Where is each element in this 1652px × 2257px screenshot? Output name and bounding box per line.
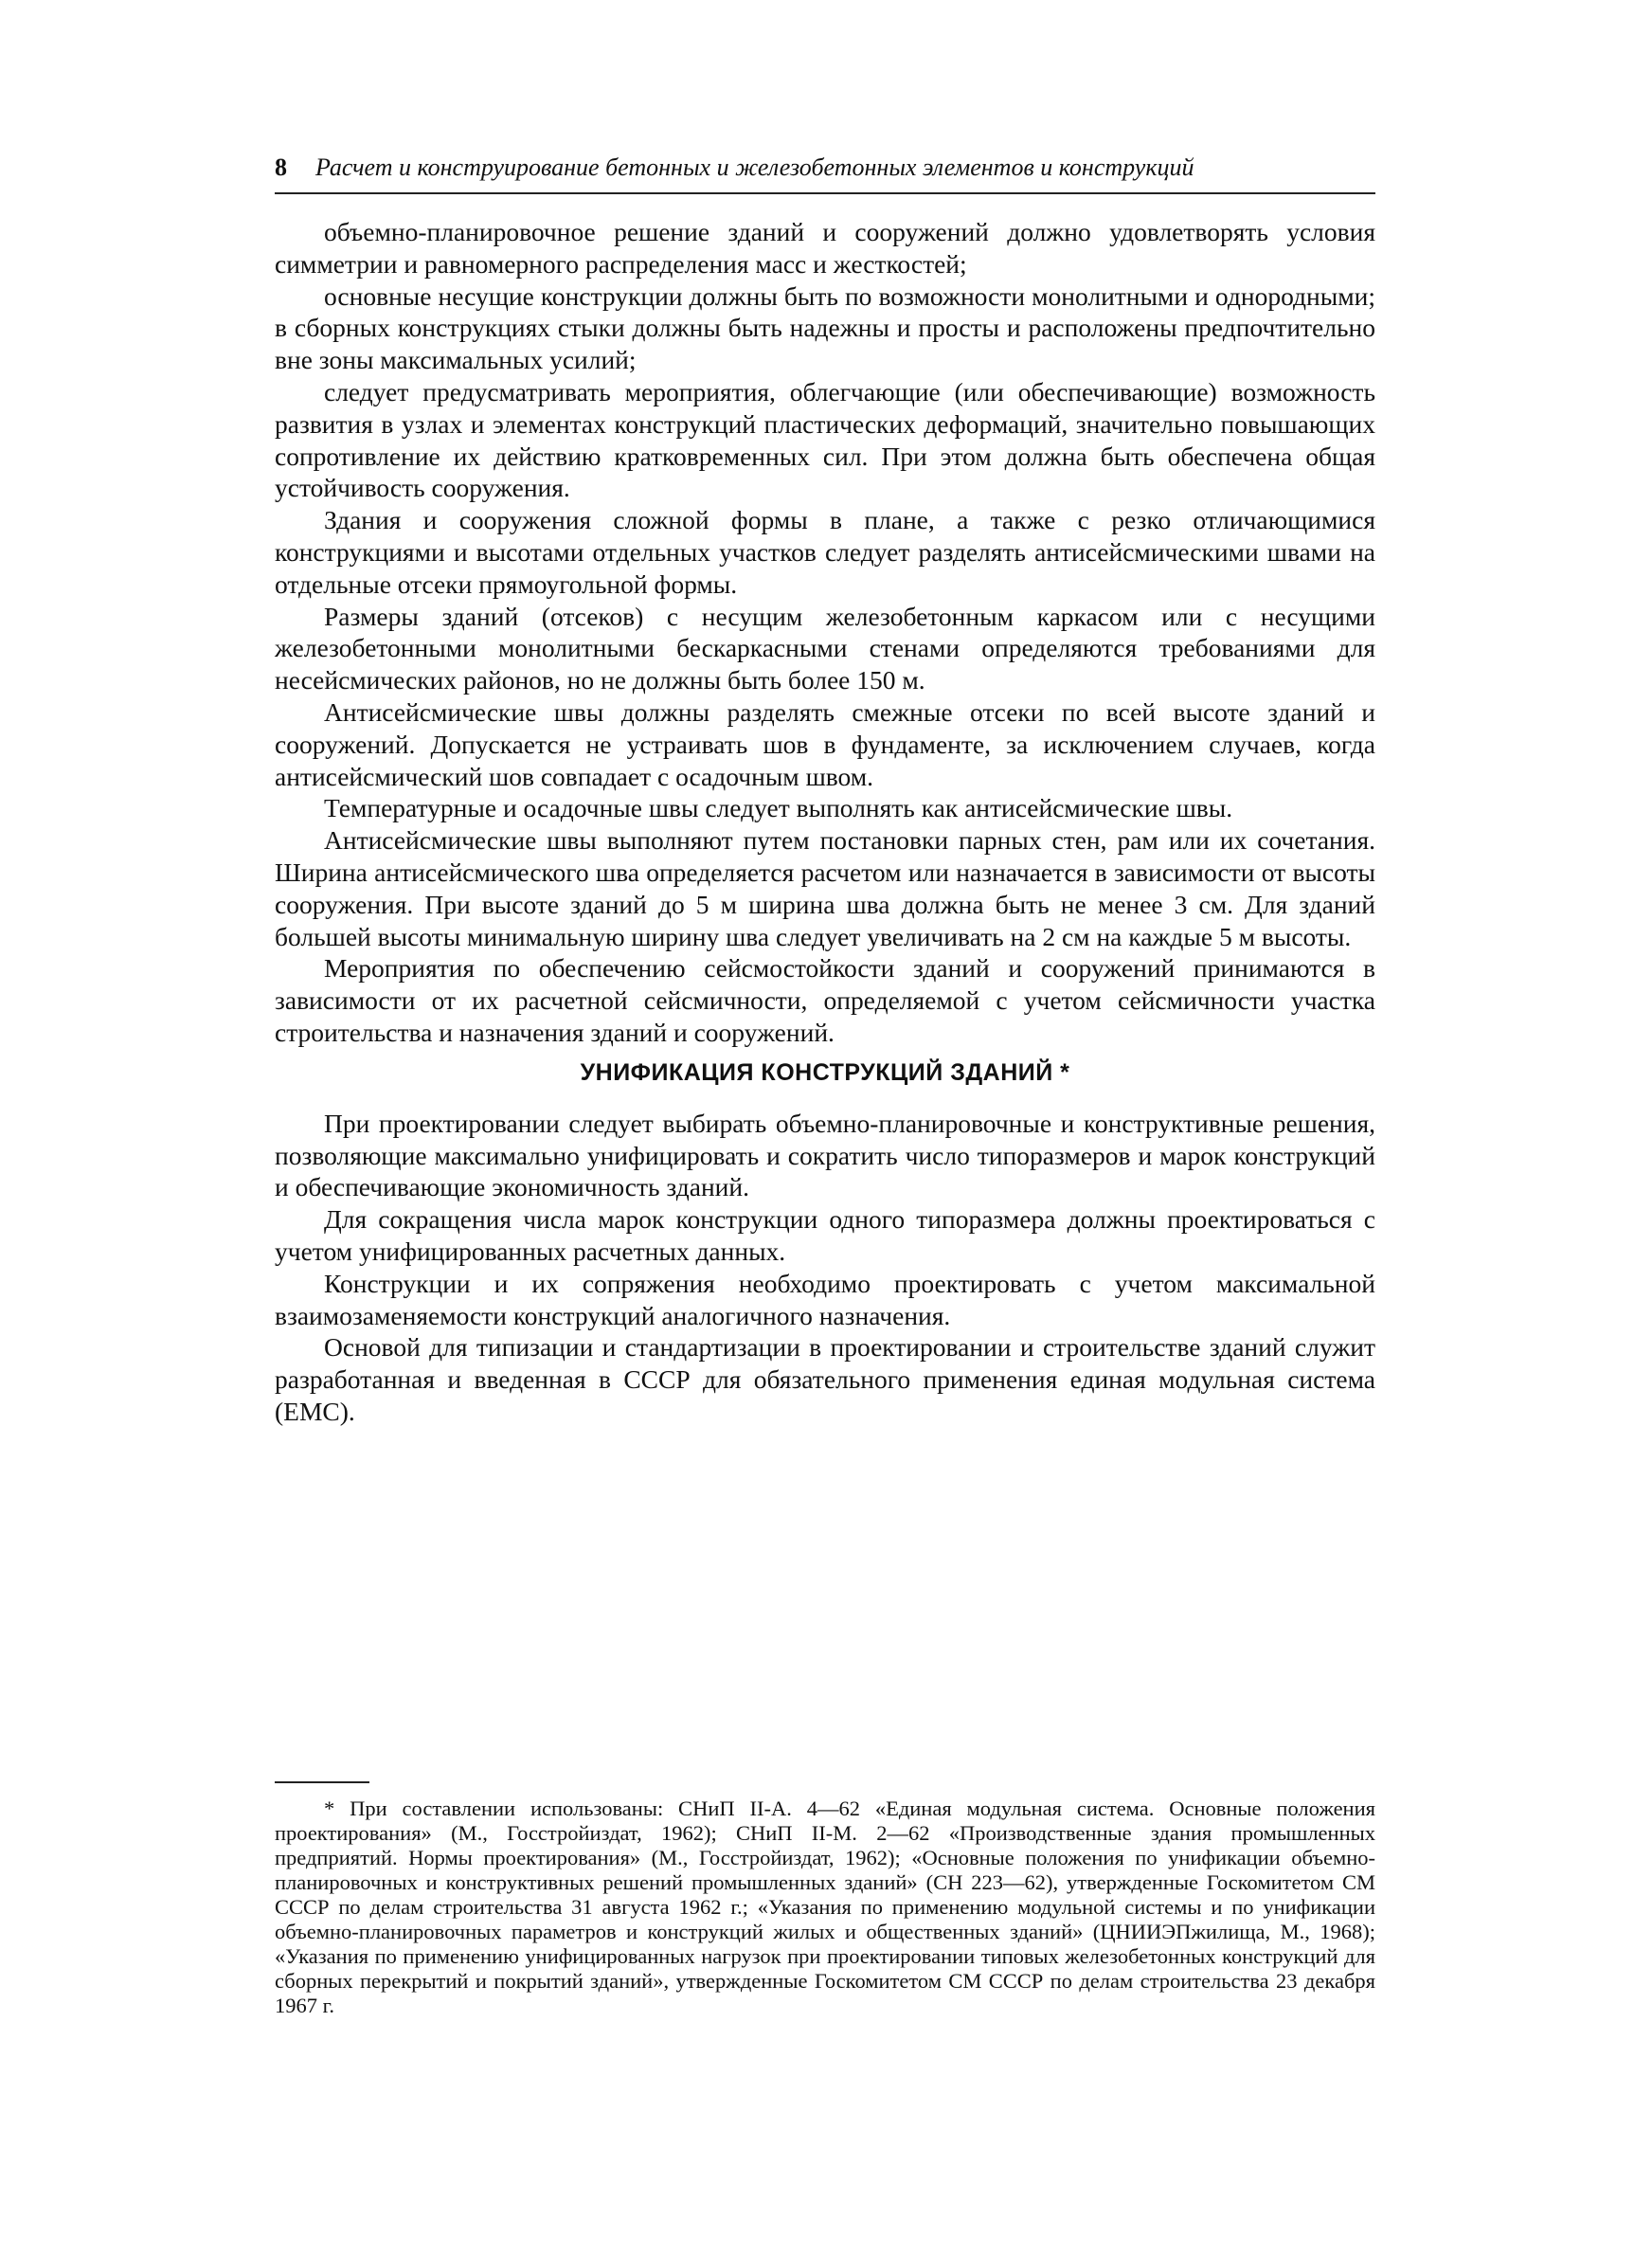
- section-paragraph: При проектировании следует выбирать объемно-планировочные и конструктивные решения, позволяющие максимально унифицировать и сократить число типоразмеров и марок конструкций и обеспечивающие экономичность зданий.: [275, 1108, 1375, 1202]
- section-heading: УНИФИКАЦИЯ КОНСТРУКЦИЙ ЗДАНИЙ *: [580, 1058, 1070, 1086]
- paragraph: Температурные и осадочные швы следует выполнять как антисейсмические швы.: [324, 793, 1233, 823]
- paragraph: Размеры зданий (отсеков) с несущим железобетонным каркасом или с несущими железобетонными монолитными бескаркасными стенами определяются требованиями для несейсмических районов, но не должны быть более 150 м.: [275, 601, 1375, 695]
- paragraph: объемно-планировочное решение зданий и сооружений должно удовлетворять условия симметрии и равномерного распределения масс и жесткостей;: [275, 217, 1375, 279]
- section-paragraph: Основой для типизации и стандартизации в проектировании и строительстве зданий служит разработанная и введенная в СССР для обязательного применения единая модульная система (ЕМС).: [275, 1332, 1375, 1426]
- running-header: [275, 152, 1374, 184]
- main-text: [275, 216, 1375, 1428]
- section-paragraph: Для сокращения числа марок конструкции одного типоразмера должны проектироваться с учетом унифицированных расчетных данных.: [275, 1204, 1375, 1266]
- header-rule: [275, 192, 1375, 194]
- section-paragraph: Конструкции и их сопряжения необходимо проектировать с учетом максимальной взаимозаменяемости конструкций аналогичного назначения.: [275, 1268, 1375, 1330]
- paragraph: Антисейсмические швы должны разделять смежные отсеки по всей высоте зданий и сооружений. Допускается не устраивать шов в фундаменте, за исключением случаев, когда антисейсмический шов совпадает с осадочным швом.: [275, 696, 1375, 791]
- paragraph: следует предусматривать мероприятия, облегчающие (или обеспечивающие) возможность развития в узлах и элементах конструкций пластических деформаций, значительно повышающих сопротивление их действию кратковременных сил. При этом должна быть обеспечена общая устойчивость сооружения.: [275, 376, 1375, 503]
- paragraph: Здания и сооружения сложной формы в плане, а также с резко отличающимися конструкциями и высотами отдельных участков следует разделять антисейсмическими швами на отдельные отсеки прямоугольной формы.: [275, 505, 1375, 599]
- paragraph: основные несущие конструкции должны быть по возможности монолитными и однородными; в сборных конструкциях стыки должны быть надежны и просты и расположены предпочтительно вне зоны максимальных усилий;: [275, 280, 1375, 375]
- running-title: Расчет и конструирование бетонных и железобетонных элементов и конструкций: [315, 153, 1194, 181]
- footnote-text: * При составлении использованы: СНиП II-А. 4—62 «Единая модульная система. Основные положения проектирования» (М., Госстройиздат, 1962); СНиП II-М. 2—62 «Производственные здания промышленных предприятий. Нормы проектирования» (М., Госстройиздат, 1962); «Основные положения по унификации объемно-планировочных и конструктивных решений промышленных зданий» (СН 223—62), утвержденные Госкомитетом СМ СССР по делам строительства 31 августа 1962 г.; «Указания по применению модульной системы и по унификации объемно-планировочных параметров и конструкций жилых и общественных зданий» (ЦНИИЭПжилища, М., 1968); «Указания по применению унифицированных нагрузок при проектировании типовых железобетонных конструкций для сборных перекрытий и покрытий зданий», утвержденные Госкомитетом СМ СССР по делам строительства 23 декабря 1967 г.: [275, 1797, 1375, 2017]
- footnote: [275, 1797, 1375, 2018]
- paragraph: Мероприятия по обеспечению сейсмостойкости зданий и сооружений принимаются в зависимости от их расчетной сейсмичности, определяемой с учетом сейсмичности участка строительства и назначения зданий и сооружений.: [275, 953, 1375, 1047]
- paragraph: Антисейсмические швы выполняют путем постановки парных стен, рам или их сочетания. Ширина антисейсмического шва определяется расчетом или назначается в зависимости от высоты сооружения. При высоте зданий до 5 м ширина шва должна быть не менее 3 см. Для зданий большей высоты минимальную ширину шва следует увеличивать на 2 см на каждые 5 м высоты.: [275, 825, 1375, 951]
- footnote-rule: [275, 1781, 369, 1783]
- page-number: 8: [275, 153, 287, 181]
